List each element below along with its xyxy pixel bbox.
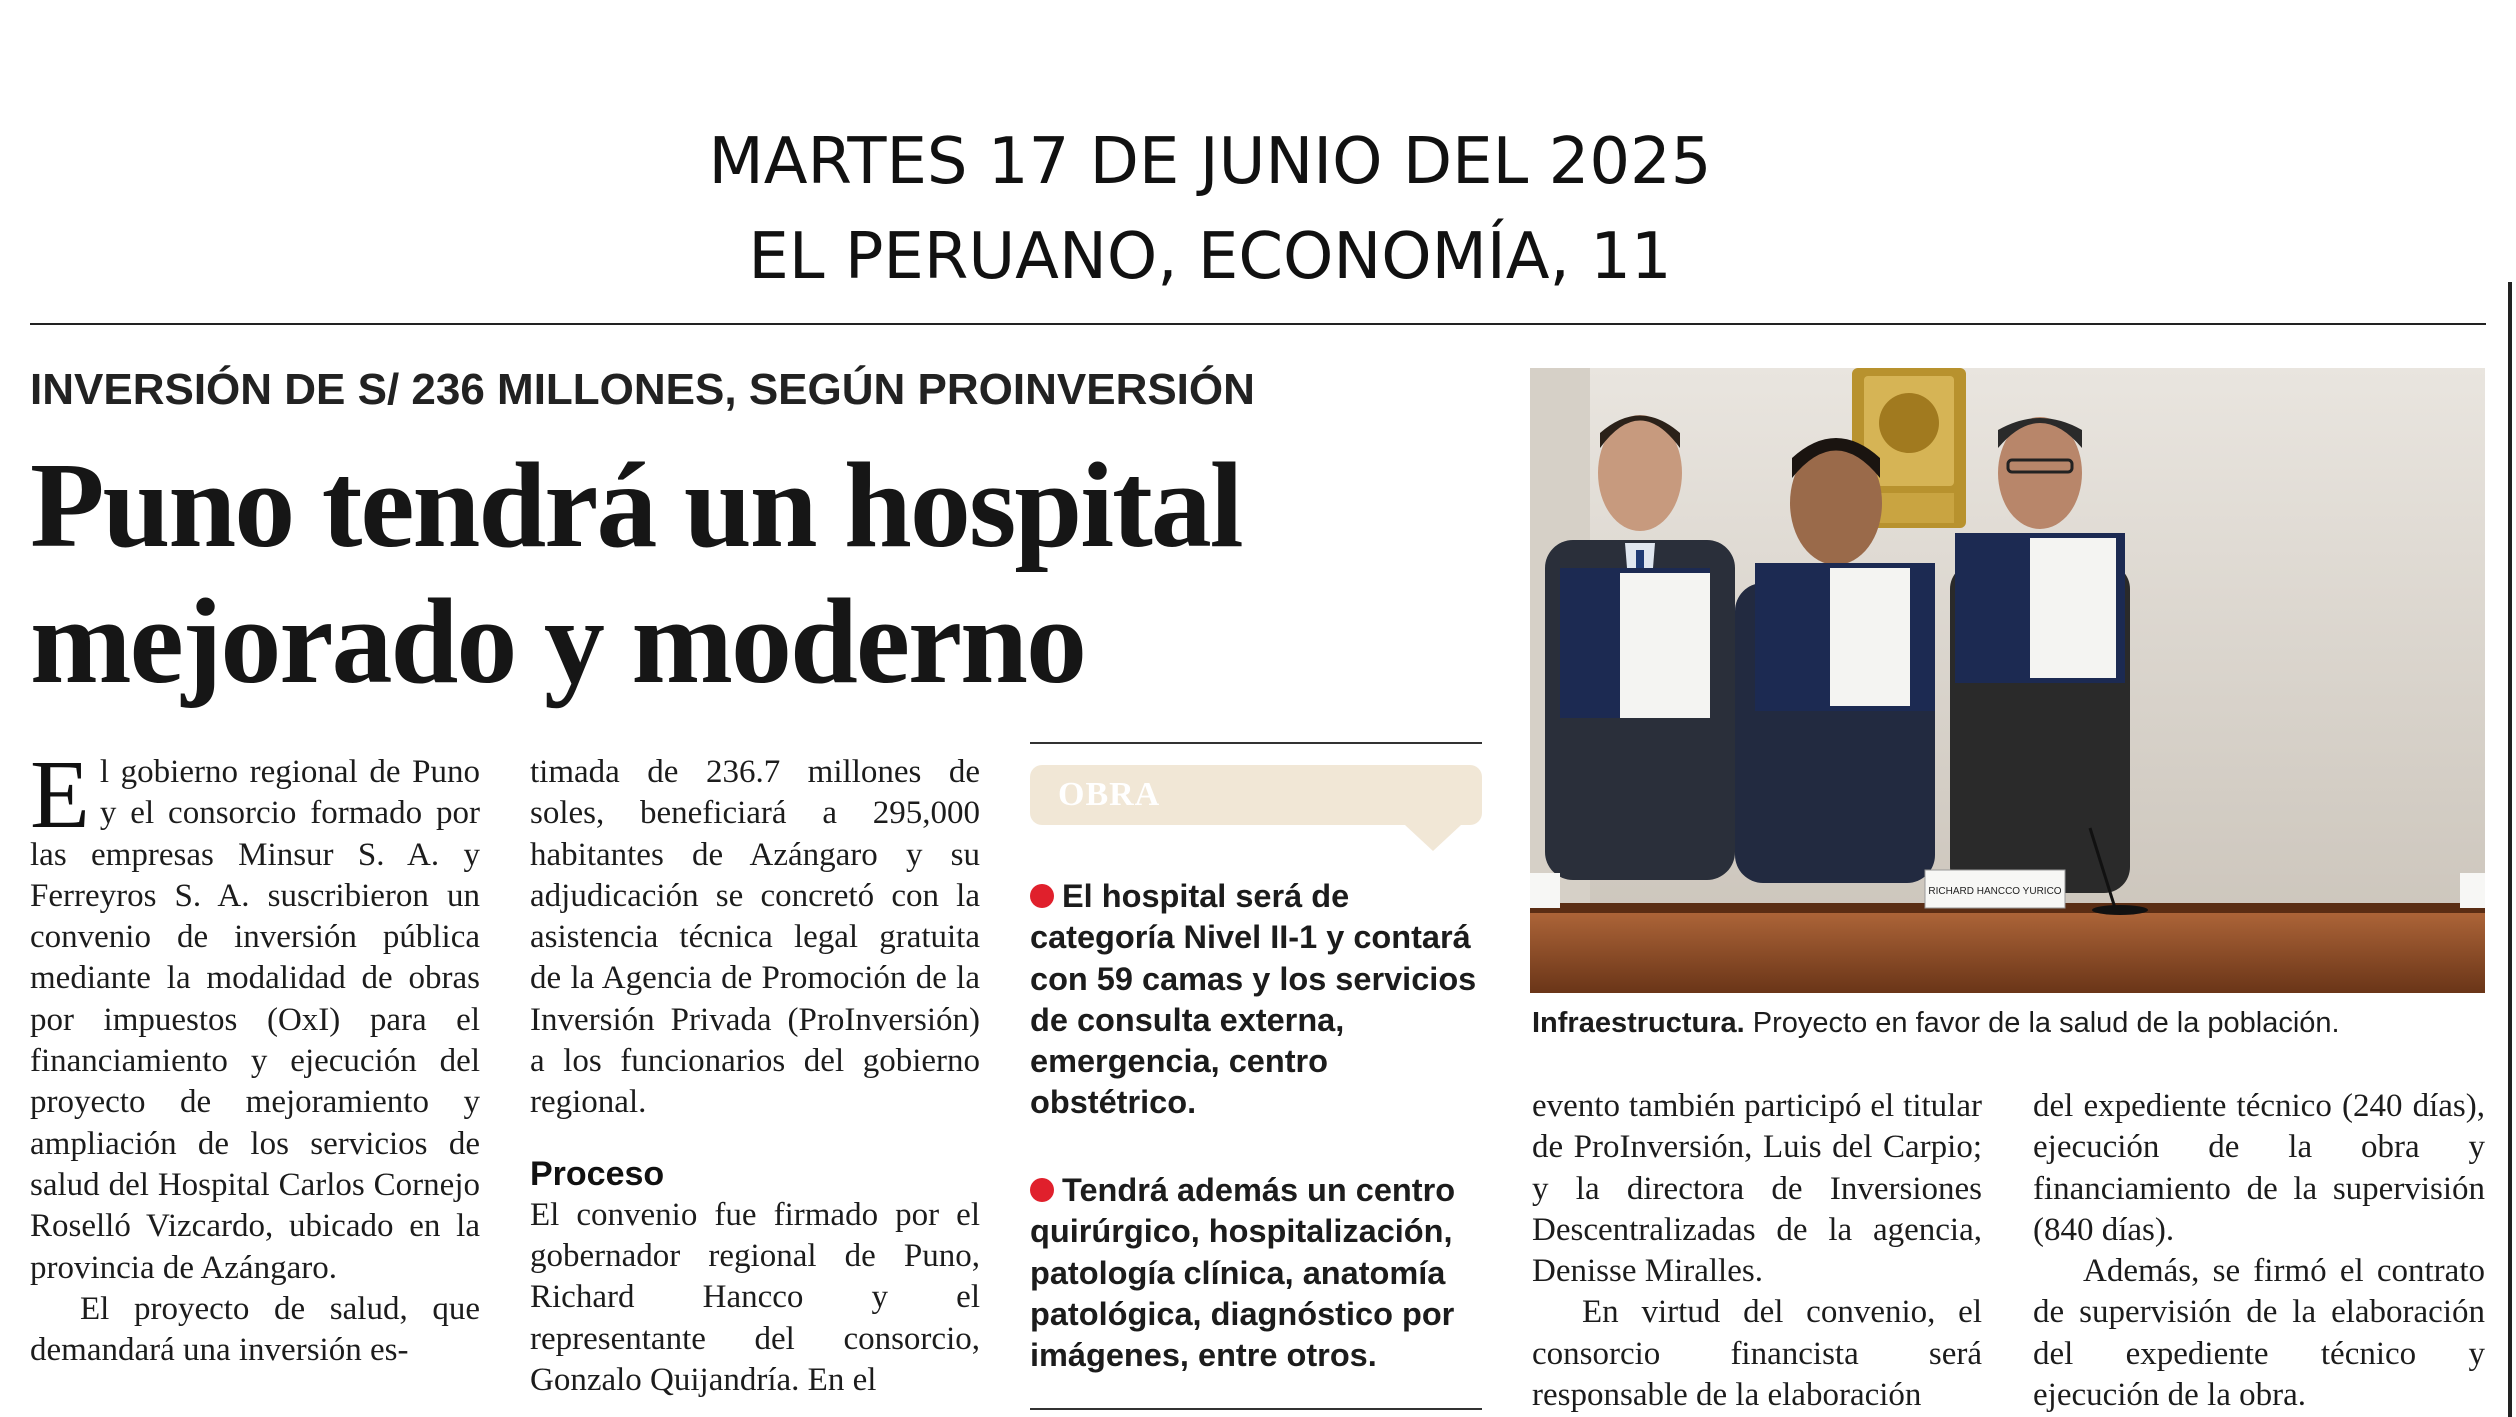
sidebar-bullet bbox=[1030, 1170, 1486, 1376]
sidebar-top-rule bbox=[1030, 742, 1482, 744]
nameplate-text: RICHARD HANCCO YURICO bbox=[1928, 886, 2062, 897]
caption-text: Proyecto en favor de la salud de la población. bbox=[1744, 1007, 2340, 1039]
header-divider bbox=[30, 323, 2486, 325]
caption-label: Infraestructura. bbox=[1532, 1007, 1745, 1039]
section-line: EL PERUANO, ECONOMÍA, 11 bbox=[748, 220, 1672, 294]
section-subhead: Proceso bbox=[530, 1154, 665, 1193]
page-edge-rule bbox=[2508, 282, 2512, 1417]
body-paragraph: evento también participó el titular de ProInversión, Luis del Carpio; y la directora de Inversiones Descentralizadas de la agencia, Denisse Miralles. bbox=[1532, 1088, 1982, 1290]
photo-caption bbox=[1532, 1004, 2492, 1042]
body-paragraph: Además, se firmó el contrato de supervisión de la elaboración del expediente técnico y ejecución de la obra. bbox=[2033, 1253, 2485, 1414]
body-paragraph: El convenio fue firmado por el gobernador regional de Puno, Richard Hancco y el representante del consorcio, Gonzalo Quijandría. En el bbox=[530, 1196, 980, 1398]
headline-line-2: mejorado y moderno bbox=[30, 574, 1086, 709]
signed-folder-right bbox=[1955, 533, 2125, 683]
sidebar-bottom-rule bbox=[1030, 1408, 1482, 1410]
signing-ceremony-photo bbox=[1530, 368, 2485, 993]
tag-pointer-shape bbox=[1405, 825, 1461, 851]
body-column-2 bbox=[530, 752, 980, 1401]
red-bullet-icon bbox=[1030, 884, 1054, 908]
bullet-text: Tendrá además un centro quirúrgico, hospitalización, patología clínica, anatomía patológica, diagnóstico por imágenes, entre otros. bbox=[1030, 1172, 1456, 1374]
body-column-4 bbox=[2033, 1086, 2485, 1416]
body-column-1 bbox=[30, 741, 480, 1371]
signed-folder-left bbox=[1560, 568, 1710, 718]
date-line: MARTES 17 DE JUNIO DEL 2025 bbox=[708, 125, 1712, 199]
lead-paragraph bbox=[30, 741, 480, 1289]
body-paragraph: timada de 236.7 millones de soles, beneficiará a 295,000 habitantes de Azángaro y su adjudicación se concretó con la asistencia técnica legal gratuita de la Agencia de Promoción de la Inversión Privada (ProInversión) a los funcionarios del gobierno regional. bbox=[530, 754, 980, 1121]
sidebar-bullet bbox=[1030, 876, 1486, 1124]
sidebar-tag bbox=[1030, 765, 1482, 825]
signed-folder-center bbox=[1755, 563, 1935, 711]
body-paragraph: El proyecto de salud, que demandará una inversión es- bbox=[30, 1290, 480, 1369]
signing-table bbox=[1530, 908, 2485, 993]
bullet-text: El hospital será de categoría Nivel II-1 y contará con 59 camas y los servicios de consulta externa, emergencia, centro obstétrico. bbox=[1030, 878, 1477, 1121]
body-paragraph: En virtud del convenio, el consorcio financista será responsable de la elaboración bbox=[1532, 1294, 1982, 1414]
page-header bbox=[0, 115, 2420, 305]
body-paragraph: del expediente técnico (240 días), ejecución de la obra y financiamiento de la supervisión (840 días). bbox=[2033, 1088, 2485, 1248]
drop-cap: E bbox=[30, 741, 90, 849]
headline-line-1: Puno tendrá un hospital bbox=[30, 438, 1242, 573]
red-bullet-icon bbox=[1030, 1178, 1054, 1202]
nameplate bbox=[1925, 870, 2065, 908]
article-kicker: INVERSIÓN DE S/ 236 MILLONES, SEGÚN PROINVERSIÓN bbox=[30, 365, 1255, 414]
body-column-3 bbox=[1532, 1086, 1982, 1416]
lead-text: l gobierno regional de Puno y el consorcio formado por las empresas Minsur S. A. y Ferreyros S. A. suscribieron un convenio de inversión pública mediante la modalidad de obras por impuestos (OxI) para el financiamiento y ejecución del proyecto de mejoramiento y ampliación de los servicios de salud del Hospital Carlos Cornejo Roselló Vizcardo, ubicado en la provincia de Azángaro. bbox=[30, 754, 480, 1286]
article-headline bbox=[30, 438, 1510, 710]
news-photo bbox=[1530, 368, 2485, 993]
sidebar-tag-label: OBRA bbox=[1058, 776, 1161, 813]
